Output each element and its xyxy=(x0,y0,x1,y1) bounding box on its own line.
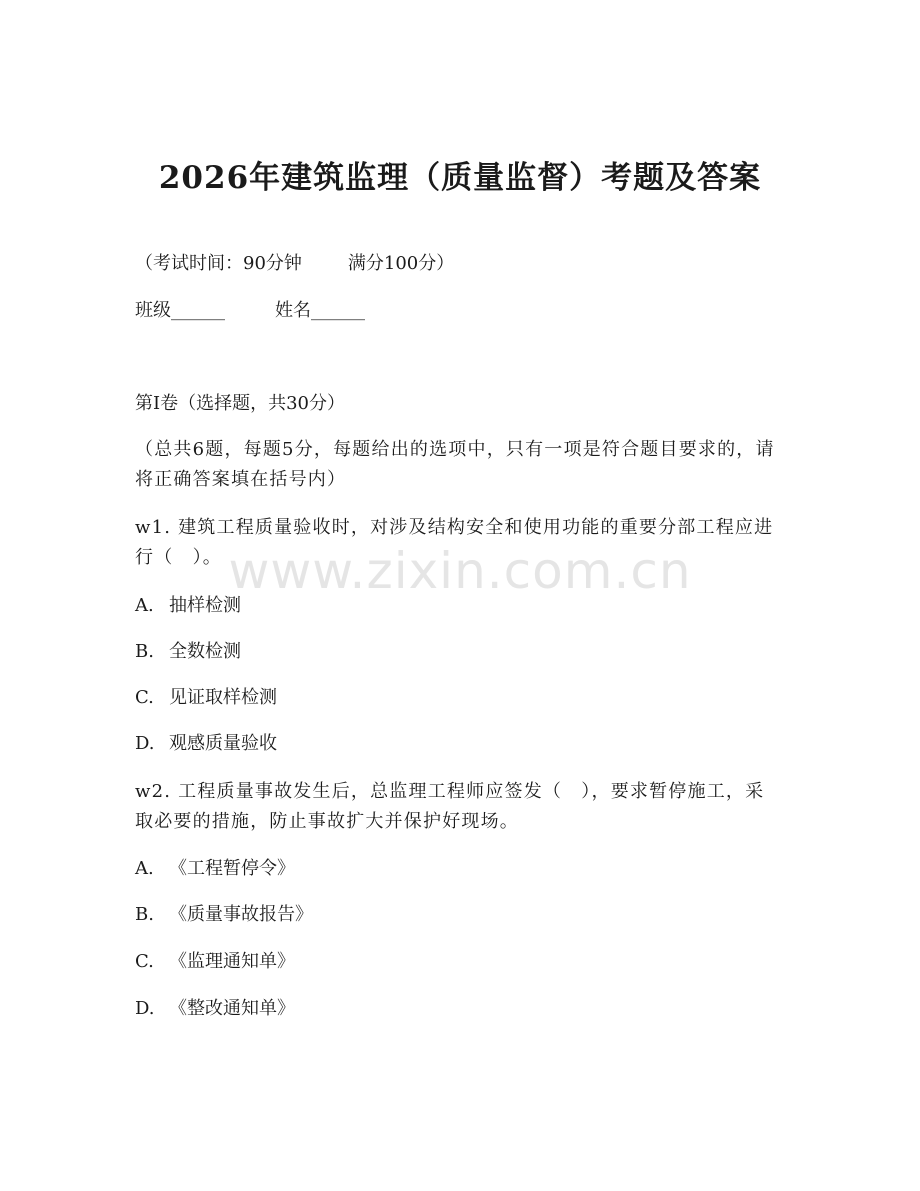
document-title: 2026年建筑监理（质量监督）考题及答案 xyxy=(158,160,762,196)
option-letter: A. xyxy=(135,595,154,616)
option-letter: D. xyxy=(135,733,155,754)
option-text: 《工程暂停令》 xyxy=(169,858,295,879)
watermark: www.zixin.com.cn xyxy=(228,542,692,600)
option-item xyxy=(135,995,295,1023)
option-item xyxy=(135,684,277,712)
option-item xyxy=(135,855,295,883)
option-item xyxy=(135,638,241,666)
option-text: 《质量事故报告》 xyxy=(169,904,313,925)
student-fields-line xyxy=(135,297,365,325)
option-item xyxy=(135,592,241,620)
option-letter: B. xyxy=(135,904,154,925)
name-field: 姓名______ xyxy=(275,300,365,321)
option-item xyxy=(135,901,313,929)
option-letter: C. xyxy=(135,951,154,972)
option-letter: A. xyxy=(135,858,154,879)
option-text: 《整改通知单》 xyxy=(169,998,295,1019)
option-letter: B. xyxy=(135,641,154,662)
option-letter: D. xyxy=(135,998,155,1019)
option-text: 观感质量验收 xyxy=(169,733,277,754)
option-text: 全数检测 xyxy=(169,641,241,662)
option-text: 见证取样检测 xyxy=(169,687,277,708)
question-stem: w1. 建筑工程质量验收时，对涉及结构安全和使用功能的重要分部工程应进行（ ）。 xyxy=(135,517,774,568)
option-letter: C. xyxy=(135,687,154,708)
exam-score: 满分100分） xyxy=(347,253,455,274)
option-item xyxy=(135,948,295,976)
question-stem: w2. 工程质量事故发生后，总监理工程师应签发（ ），要求暂停施工，采取必要的措施，防止事故扩大并保护好现场。 xyxy=(135,781,765,832)
section-heading: 第Ⅰ卷（选择题，共30分） xyxy=(135,393,346,414)
option-item xyxy=(135,730,277,758)
class-field: 班级______ xyxy=(135,300,225,321)
option-text: 《监理通知单》 xyxy=(169,951,295,972)
exam-info-line xyxy=(135,250,454,278)
section-instructions: （总共6题，每题5分，每题给出的选项中，只有一项是符合题目要求的，请将正确答案填在括号内） xyxy=(135,439,775,490)
exam-time: （考试时间：90分钟 xyxy=(135,253,302,274)
option-text: 抽样检测 xyxy=(169,595,241,616)
